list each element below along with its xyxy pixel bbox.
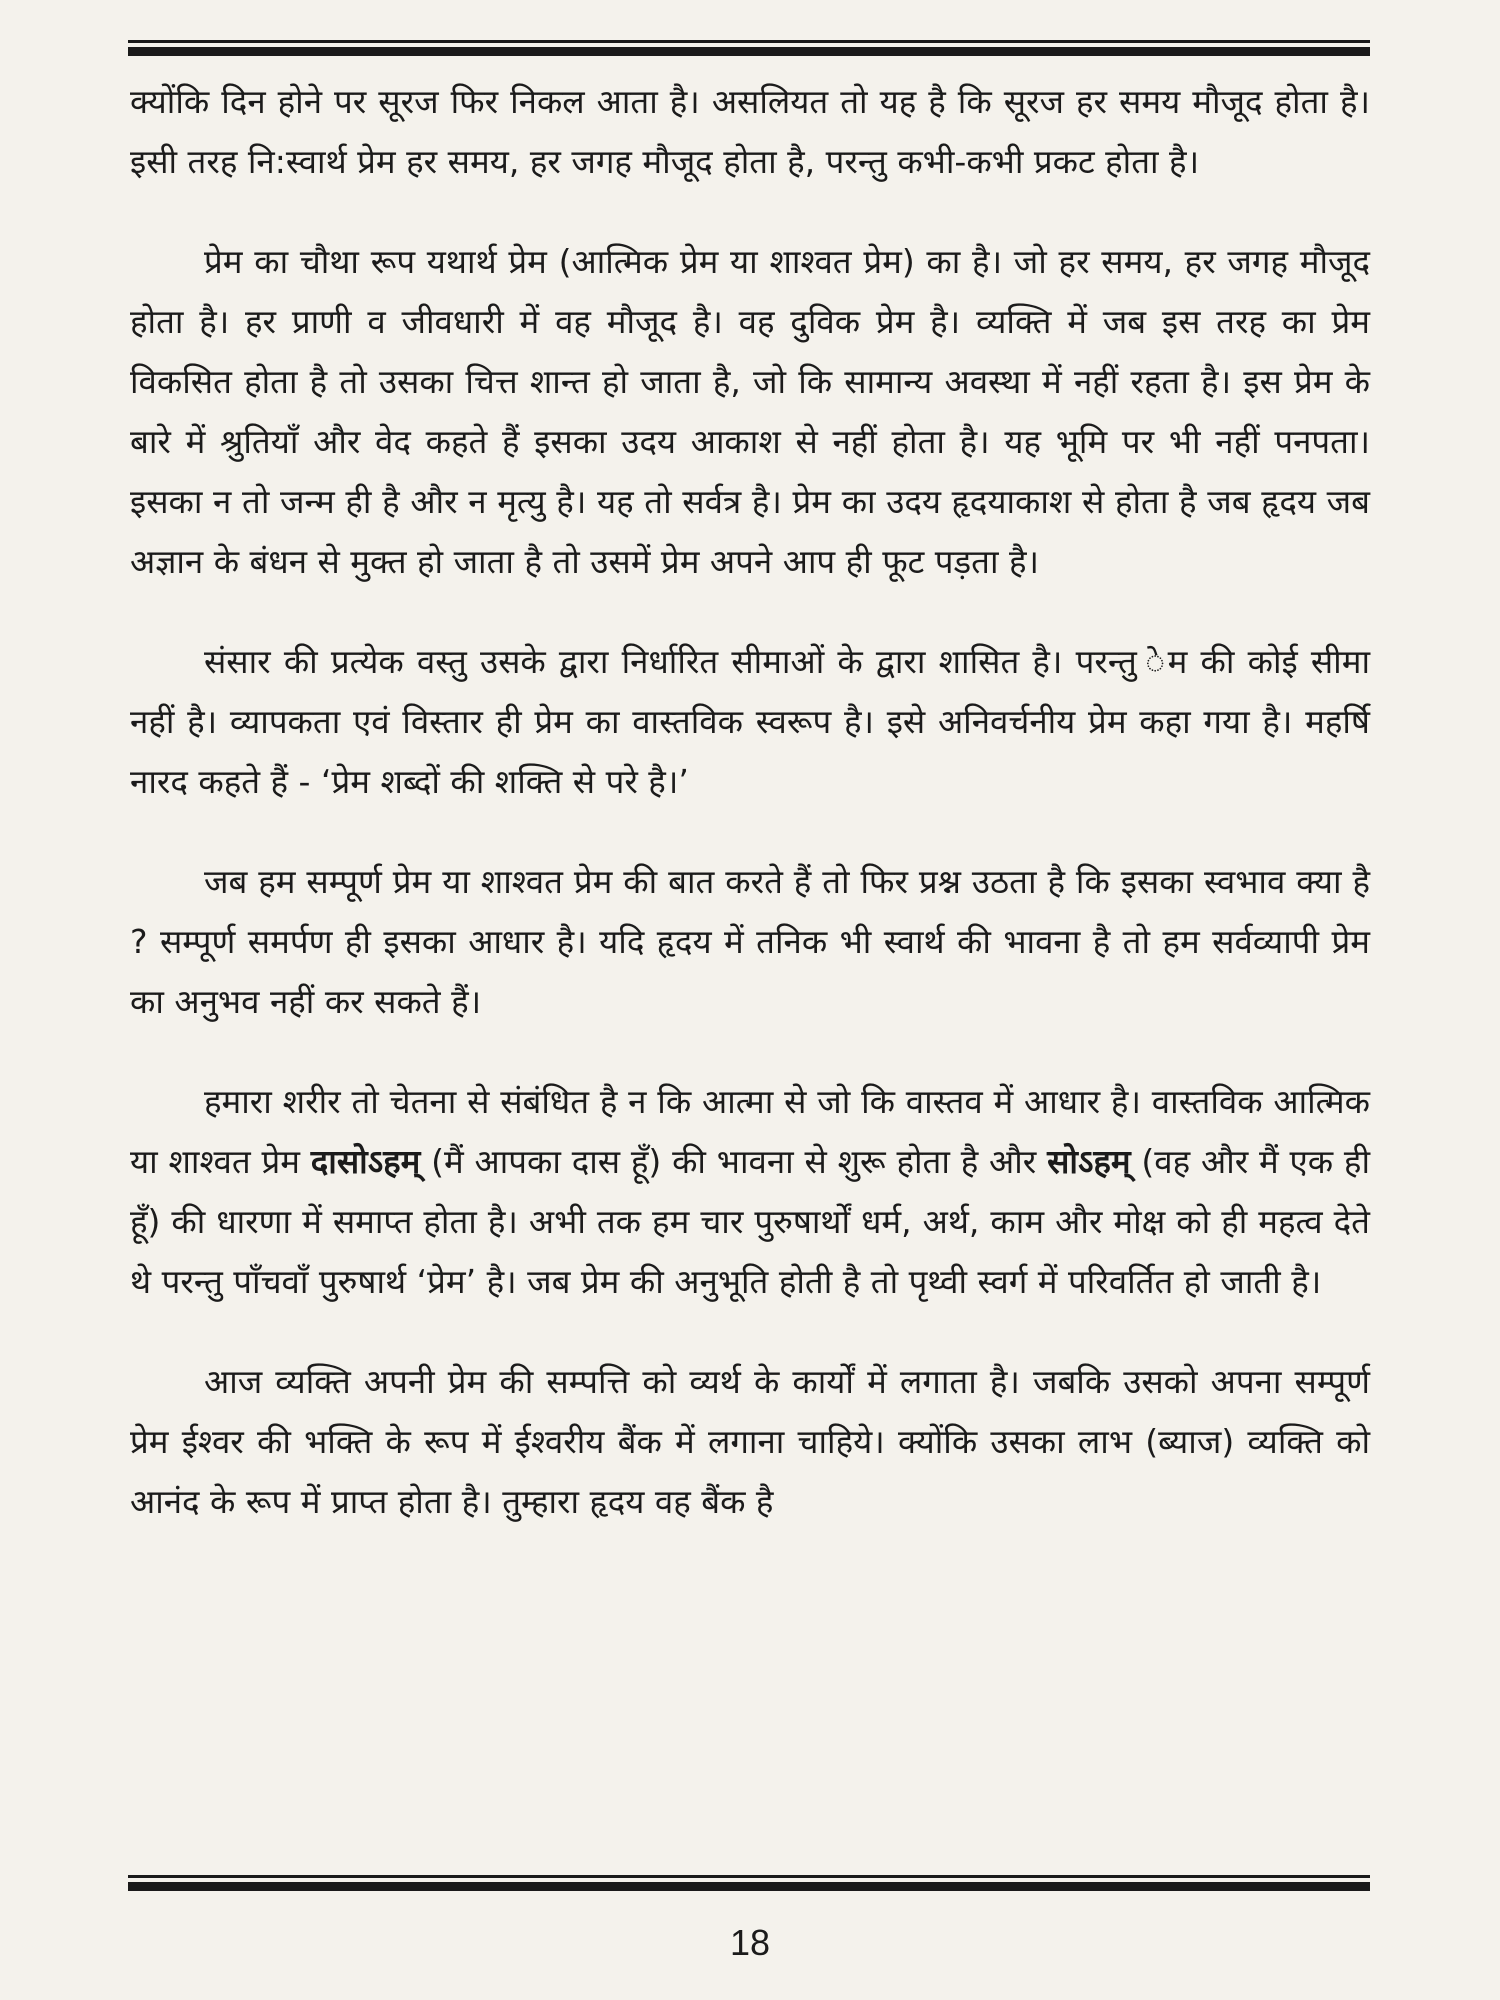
paragraph-5-text-a: हमारा शरीर तो चेतना से संबंधित है न कि आत्मा से जो कि वास्तव में आधार है। वास्तविक आत्मिक या शाश्वत प्रेम xyxy=(130,1082,1370,1181)
paragraph-1: क्योंकि दिन होने पर सूरज फिर निकल आता है। असलियत तो यह है कि सूरज हर समय मौजूद होता है। इसी तरह नि:स्वार्थ प्रेम हर समय, हर जगह मौजूद होता है, परन्तु कभी-कभी प्रकट होता है। xyxy=(130,82,1370,181)
paragraph-5-text-b: (मैं आपका दास हूँ) की भावना से शुरू होता है और xyxy=(420,1142,1048,1181)
paragraph-2: प्रेम का चौथा रूप यथार्थ प्रेम (आत्मिक प्रेम या शाश्वत प्रेम) का है। जो हर समय, हर जगह मौजूद होता है। हर प्राणी व जीवधारी में वह मौजूद है। वह दुविक प्रेम है। व्यक्ति में जब इस तरह का प्रेम विकसित होता है तो उसका चित्त शान्त हो जाता है, जो कि सामान्य अवस्था में नहीं रहता है। इस प्रेम के बारे में श्रुतियाँ और वेद कहते हैं इसका उदय आकाश से नहीं होता है। यह भूमि पर भी नहीं पनपता। इसका न तो जन्म ही है और न मृत्यु है। यह तो सर्वत्र है। प्रेम का उदय हृदयाकाश से होता है जब हृदय जब अज्ञान के बंधन से मुक्त हो जाता है तो उसमें प्रेम अपने आप ही फूट पड़ता है। xyxy=(130,242,1370,581)
bottom-double-rule xyxy=(128,1875,1370,1895)
paragraph-3: संसार की प्रत्येक वस्तु उसके द्वारा निर्धारित सीमाओं के द्वारा शासित है। परन्तु ेम की कोई सीमा नहीं है। व्यापकता एवं विस्तार ही प्रेम का वास्तविक स्वरूप है। इसे अनिवर्चनीय प्रेम कहा गया है। महर्षि नारद कहते हैं - ‘प्रेम शब्दों की शक्ति से परे है।’ xyxy=(130,642,1370,801)
paragraph-5-text-c: (वह और मैं एक ही हूँ) की धारणा में समाप्त होता है। अभी तक हम चार पुरुषार्थों धर्म, अर्थ, काम और मोक्ष को ही महत्व देते थे परन्तु पाँचवाँ पुरुषार्थ ‘प्रेम’ है। जब प्रेम की अनुभूति होती है तो पृथ्वी स्वर्ग में परिवर्तित हो जाती है। xyxy=(130,1142,1370,1301)
page-number: 18 xyxy=(729,1922,771,1963)
paragraph-6: आज व्यक्ति अपनी प्रेम की सम्पत्ति को व्यर्थ के कार्यों में लगाता है। जबकि उसको अपना सम्पूर्ण प्रेम ईश्वर की भक्ति के रूप में ईश्वरीय बैंक में लगाना चाहिये। क्योंकि उसका लाभ (ब्याज) व्यक्ति को आनंद के रूप में प्राप्त होता है। तुम्हारा हृदय वह बैंक है xyxy=(130,1362,1370,1521)
term-daso-aham: दासोऽहम् xyxy=(310,1142,421,1181)
paragraph-5 xyxy=(130,1072,1370,1312)
paragraph-4: जब हम सम्पूर्ण प्रेम या शाश्वत प्रेम की बात करते हैं तो फिर प्रश्न उठता है कि इसका स्वभाव क्या है ? सम्पूर्ण समर्पण ही इसका आधार है। यदि हृदय में तनिक भी स्वार्थ की भावना है तो हम सर्वव्यापी प्रेम का अनुभव नहीं कर सकते हैं। xyxy=(130,862,1370,1021)
top-double-rule xyxy=(128,40,1370,60)
term-so-aham: सोऽहम् xyxy=(1047,1142,1131,1181)
page-body-text xyxy=(130,72,1370,1532)
